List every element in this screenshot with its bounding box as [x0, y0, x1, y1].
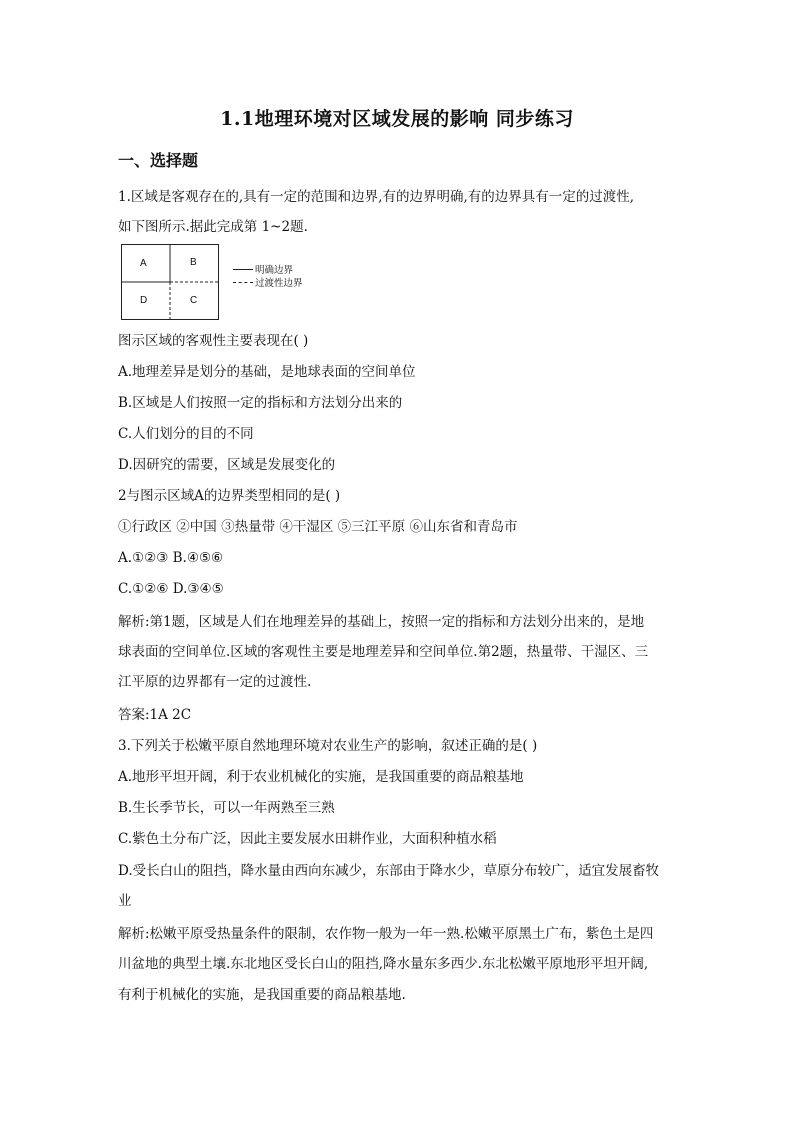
region-b-label: B	[190, 257, 197, 268]
legend-dashed-label: 过渡性边界	[255, 278, 303, 289]
text-line: 江平原的边界都有一定的过渡性.	[118, 674, 312, 690]
text-line: A.地理差异是划分的基础，是地球表面的空间单位	[118, 364, 416, 380]
text-line: 业	[118, 893, 132, 909]
solid-line-swatch	[233, 269, 253, 270]
region-a-label: A	[140, 258, 147, 269]
text-line: 答案:1A 2C	[118, 707, 192, 723]
text-line: 2与图示区域A的边界类型相同的是( )	[118, 488, 341, 504]
text-line: B.生长季节长，可以一年两熟至三熟	[118, 800, 335, 816]
question-1-stem-line-1: 1.区域是客观存在的,具有一定的范围和边界,有的边界明确,有的边界具有一定的过渡性,	[118, 189, 635, 205]
figure-legend	[233, 262, 343, 292]
text-line: 图示区域的客观性主要表现在( )	[118, 333, 309, 349]
text-line: 川盆地的典型土壤.东北地区受长白山的阻挡,降水量东多西少.东北松嫩平原地形平坦开阔,	[118, 956, 649, 972]
text-line: B.区域是人们按照一定的指标和方法划分出来的	[118, 395, 403, 411]
text-line: A.①②③ B.④⑤⑥	[118, 550, 224, 566]
text-line: 有利于机械化的实施，是我国重要的商品粮基地.	[118, 987, 406, 1003]
text-line: C.①②⑥ D.③④⑤	[118, 581, 224, 597]
text-line: 解析:第1题，区域是人们在地理差异的基础上，按照一定的指标和方法划分出来的，是地	[118, 614, 645, 630]
text-line: A.地形平坦开阔，利于农业机械化的实施，是我国重要的商品粮基地	[118, 769, 524, 785]
region-c-label: C	[190, 295, 198, 306]
legend-dashed-row	[233, 275, 303, 289]
text-line: C.人们划分的目的不同	[118, 426, 254, 442]
legend-solid-row	[233, 262, 293, 276]
dashed-line-swatch	[233, 282, 253, 283]
text-line: 3.下列关于松嫩平原自然地理环境对农业生产的影响，叙述正确的是( )	[118, 738, 538, 754]
text-line: 解析:松嫩平原受热量条件的限制，农作物一般为一年一熟.松嫩平原黑土广布，紫色土是四	[118, 926, 654, 942]
text-line: D.因研究的需要，区域是发展变化的	[118, 457, 336, 473]
region-grid-svg	[121, 244, 219, 320]
text-line: D.受长白山的阻挡，降水量由西向东减少，东部由于降水少，草原分布较广，适宜发展畜牧	[118, 863, 660, 879]
question-1-stem-line-2: 如下图所示.据此完成第 1~2题.	[118, 219, 308, 235]
region-boundary-figure	[121, 244, 219, 320]
region-d-label: D	[140, 295, 148, 306]
text-line: 球表面的空间单位.区域的客观性主要是地理差异和空间单位.第2题，热量带、干湿区、三	[118, 644, 649, 660]
page-title: 1.1地理环境对区域发展的影响 同步练习	[220, 108, 574, 130]
legend-solid-label: 明确边界	[255, 265, 294, 276]
section-heading: 一、选择题	[118, 151, 199, 170]
text-line: C.紫色土分布广泛，因此主要发展水田耕作业，大面积种植水稻	[118, 831, 497, 847]
text-line: ①行政区 ②中国 ③热量带 ④干湿区 ⑤三江平原 ⑥山东省和青岛市	[118, 519, 518, 535]
